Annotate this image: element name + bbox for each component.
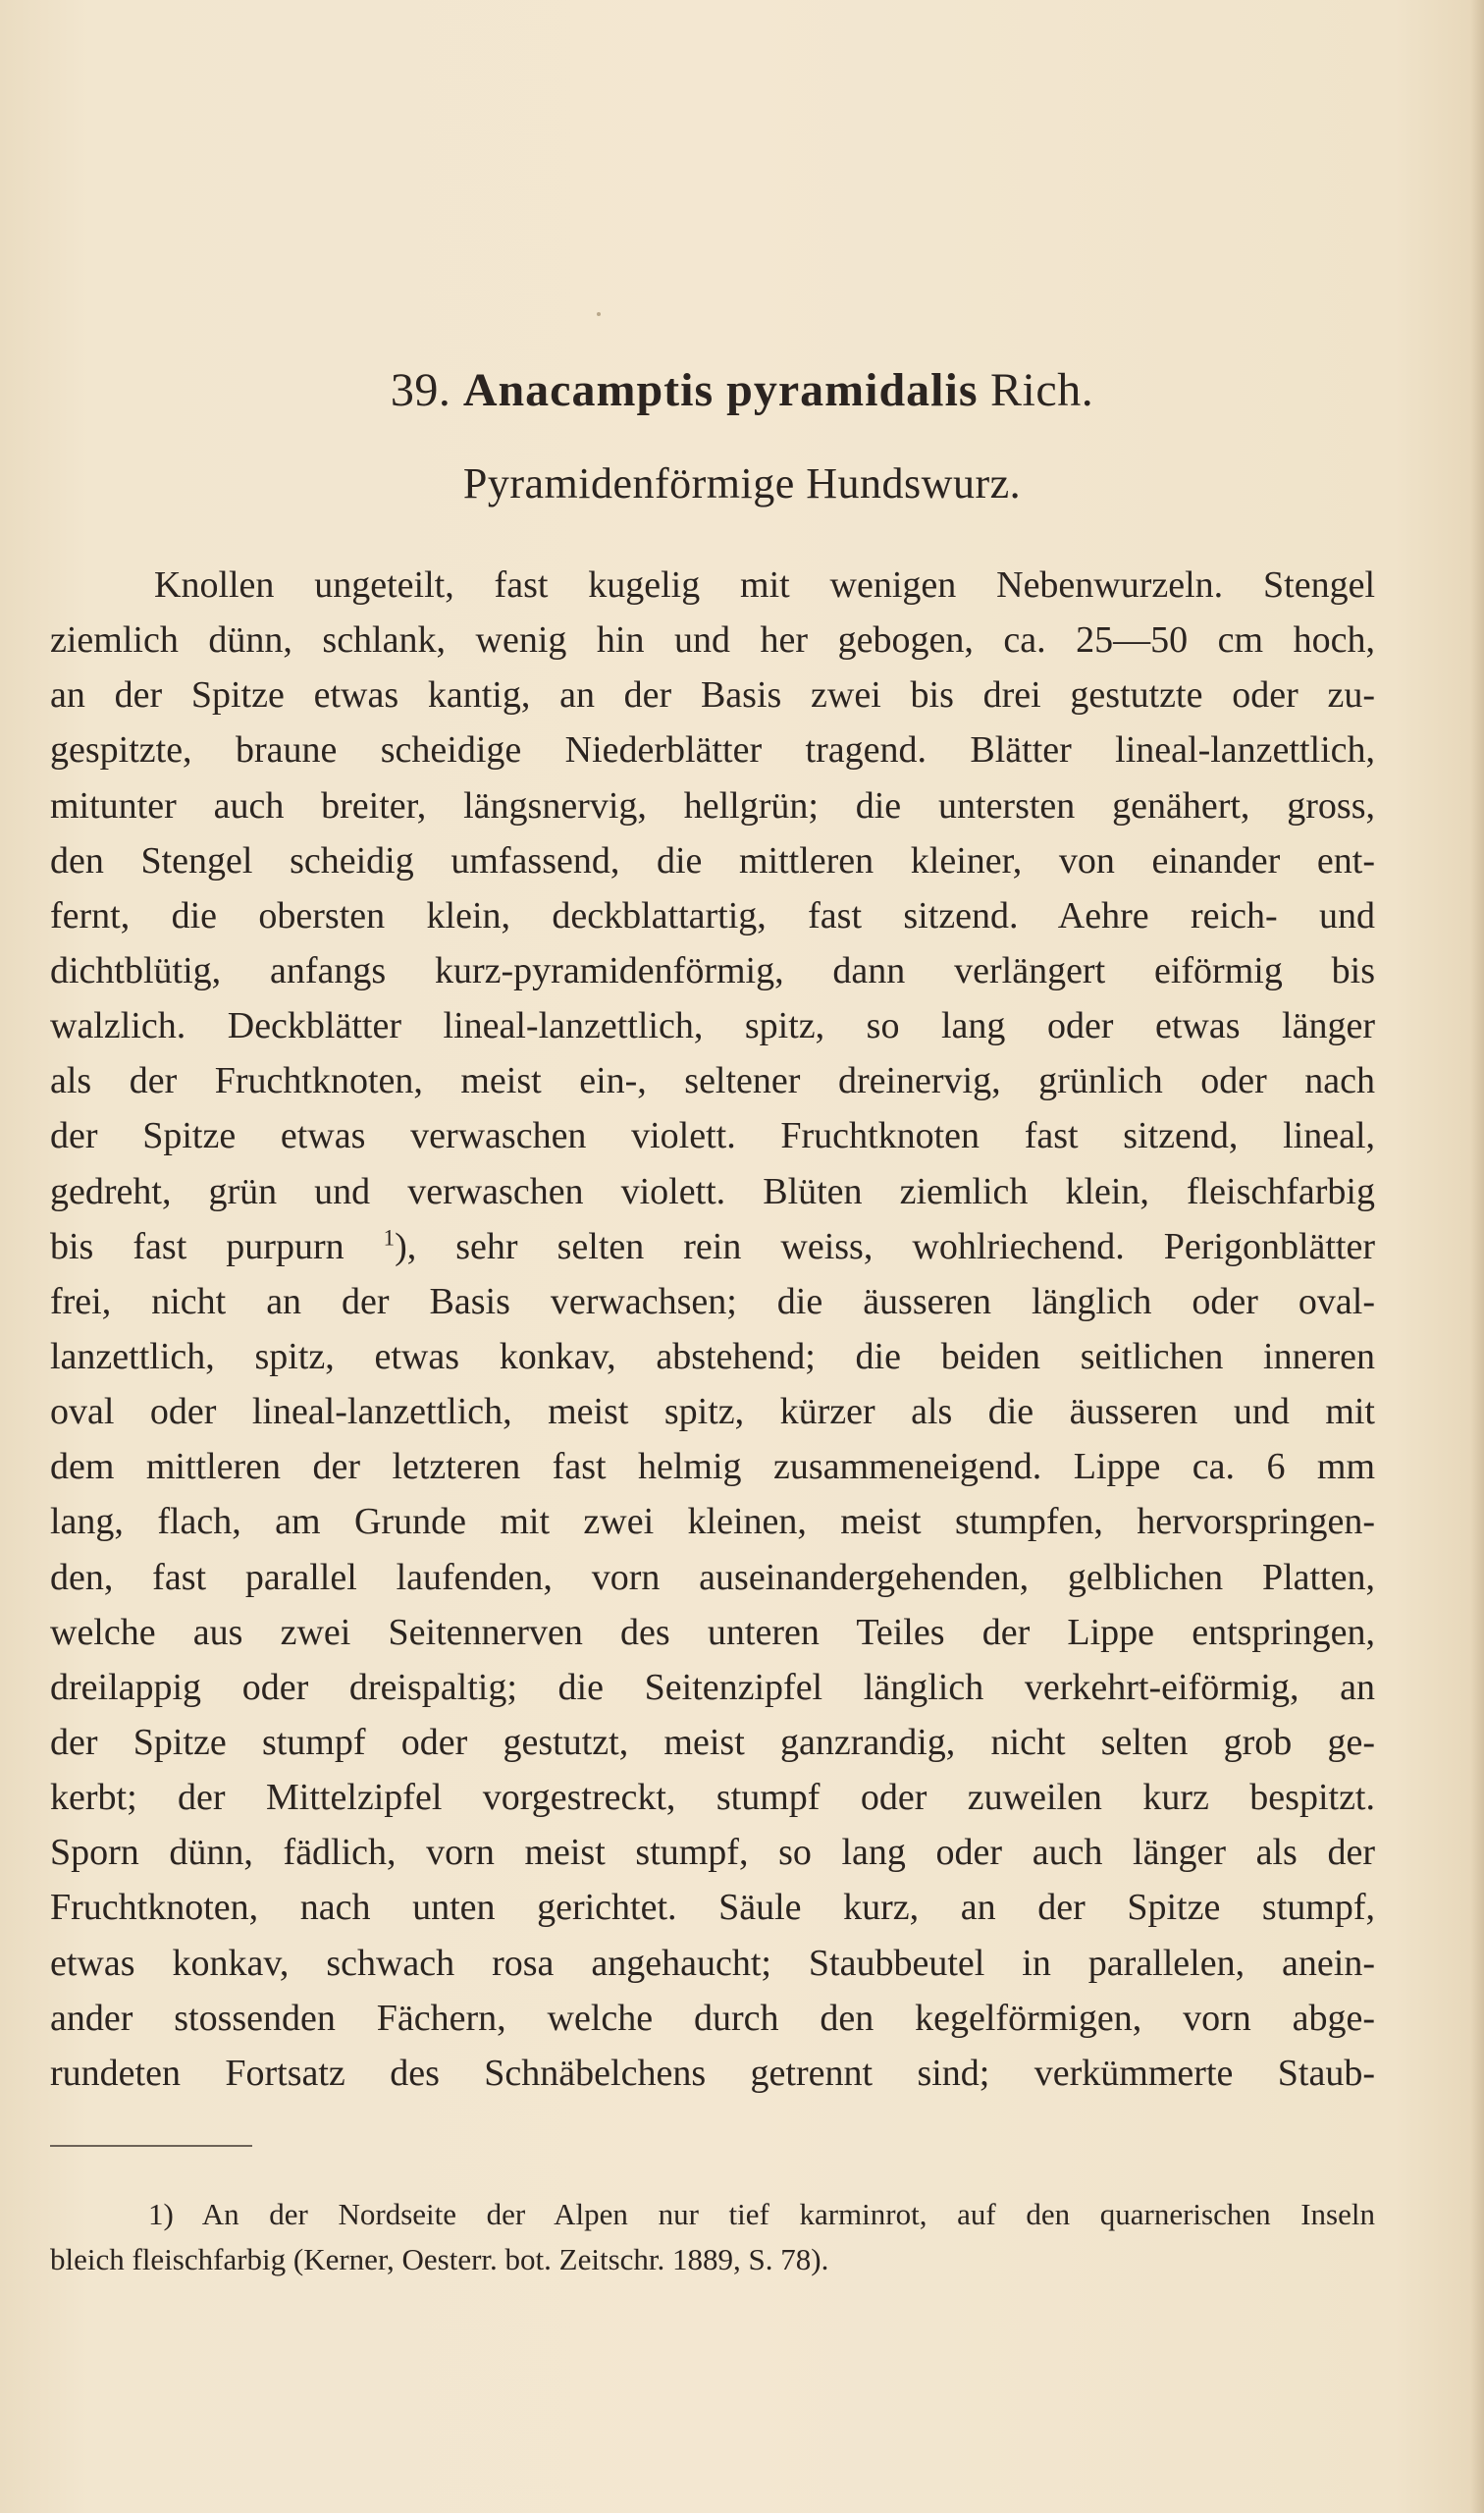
text-line: der Spitze etwas verwaschen violett. Fruchtknoten fast sitzend, lineal, [50, 1115, 1375, 1157]
text-line: gespitzte, braune scheidige Niederblätter tragend. Blätter lineal-lanzettlich, [50, 729, 1375, 772]
footnote [50, 2192, 1375, 2282]
text-line: Sporn dünn, fädlich, vorn meist stumpf, so lang oder auch länger als der [50, 1832, 1375, 1874]
text-line: den Stengel scheidig umfassend, die mittleren kleiner, von einander ent- [50, 839, 1375, 882]
text-line: etwas konkav, schwach rosa angehaucht; Staubbeutel in parallelen, anein- [50, 1942, 1375, 1984]
text-line: oval oder lineal-lanzettlich, meist spitz, kürzer als die äusseren und mit [50, 1391, 1375, 1433]
text-line: dem mittleren der letzteren fast helmig zusammeneigend. Lippe ca. 6 mm [50, 1446, 1375, 1488]
text-line: frei, nicht an der Basis verwachsen; die äusseren länglich oder oval- [50, 1280, 1375, 1322]
text-line: ander stossenden Fächern, welche durch den kegelförmigen, vorn abge- [50, 1997, 1375, 2039]
text-line: dreilappig oder dreispaltig; die Seitenzipfel länglich verkehrt-eiförmig, an [50, 1666, 1375, 1708]
text-line: mitunter auch breiter, längsnervig, hellgrün; die untersten genähert, gross, [50, 784, 1375, 827]
footnote-line: bleich fleischfarbig (Kerner, Oesterr. bot. Zeitschr. 1889, S. 78). [50, 2242, 829, 2276]
species-heading [0, 361, 1484, 420]
species-name: Anacamptis pyramidalis [462, 364, 979, 416]
text-line: welche aus zwei Seitennerven des unteren Teiles der Lippe entspringen, [50, 1611, 1375, 1653]
species-number: 39. [390, 364, 451, 416]
text-line: lang, flach, am Grunde mit zwei kleinen, meist stumpfen, hervorspringen- [50, 1501, 1375, 1543]
text-line: der Spitze stumpf oder gestutzt, meist ganzrandig, nicht selten grob ge- [50, 1721, 1375, 1763]
description-text [50, 558, 1375, 2101]
text-line: gedreht, grün und verwaschen violett. Blüten ziemlich klein, fleischfarbig [50, 1170, 1375, 1212]
text-line: fernt, die obersten klein, deckblattartig, fast sitzend. Aehre reich- und [50, 894, 1375, 936]
text-line: als der Fruchtknoten, meist ein-, seltener dreinervig, grünlich oder nach [50, 1060, 1375, 1102]
text-segment: ), sehr selten rein weiss, wohlriechend. Perigonblätter [395, 1225, 1376, 1267]
footnote-marker: 1 [383, 1225, 396, 1251]
footnote-line: 1) An der Nordseite der Alpen nur tief karminrot, auf den quarnerischen Inseln [148, 2197, 1375, 2231]
species-author: Rich. [990, 364, 1094, 416]
text-line: Knollen ungeteilt, fast kugelig mit wenigen Nebenwurzeln. Stengel [154, 564, 1375, 606]
text-line: ziemlich dünn, schlank, wenig hin und her gebogen, ca. 25—50 cm hoch, [50, 619, 1375, 662]
text-segment: bis fast purpurn [50, 1225, 344, 1267]
text-line: rundeten Fortsatz des Schnäbelchens getrennt sind; verkümmerte Staub- [50, 2052, 1375, 2094]
text-line-with-footnote [50, 1219, 1375, 1274]
text-line: kerbt; der Mittelzipfel vorgestreckt, stumpf oder zuweilen kurz bespitzt. [50, 1777, 1375, 1819]
text-line: an der Spitze etwas kantig, an der Basis zwei bis drei gestutzte oder zu- [50, 674, 1375, 717]
text-line: lanzettlich, spitz, etwas konkav, abstehend; die beiden seitlichen inneren [50, 1335, 1375, 1377]
paper-speck [597, 312, 601, 316]
text-line: den, fast parallel laufenden, vorn auseinandergehenden, gelblichen Platten, [50, 1556, 1375, 1598]
text-line: dichtblütig, anfangs kurz-pyramidenförmig, dann verlängert eiförmig bis [50, 949, 1375, 991]
text-line: walzlich. Deckblätter lineal-lanzettlich, spitz, so lang oder etwas länger [50, 1005, 1375, 1047]
text-line: Fruchtknoten, nach unten gerichtet. Säule kurz, an der Spitze stumpf, [50, 1887, 1375, 1929]
footnote-divider [50, 2145, 252, 2147]
common-name: Pyramidenförmige Hundswurz. [462, 459, 1022, 508]
